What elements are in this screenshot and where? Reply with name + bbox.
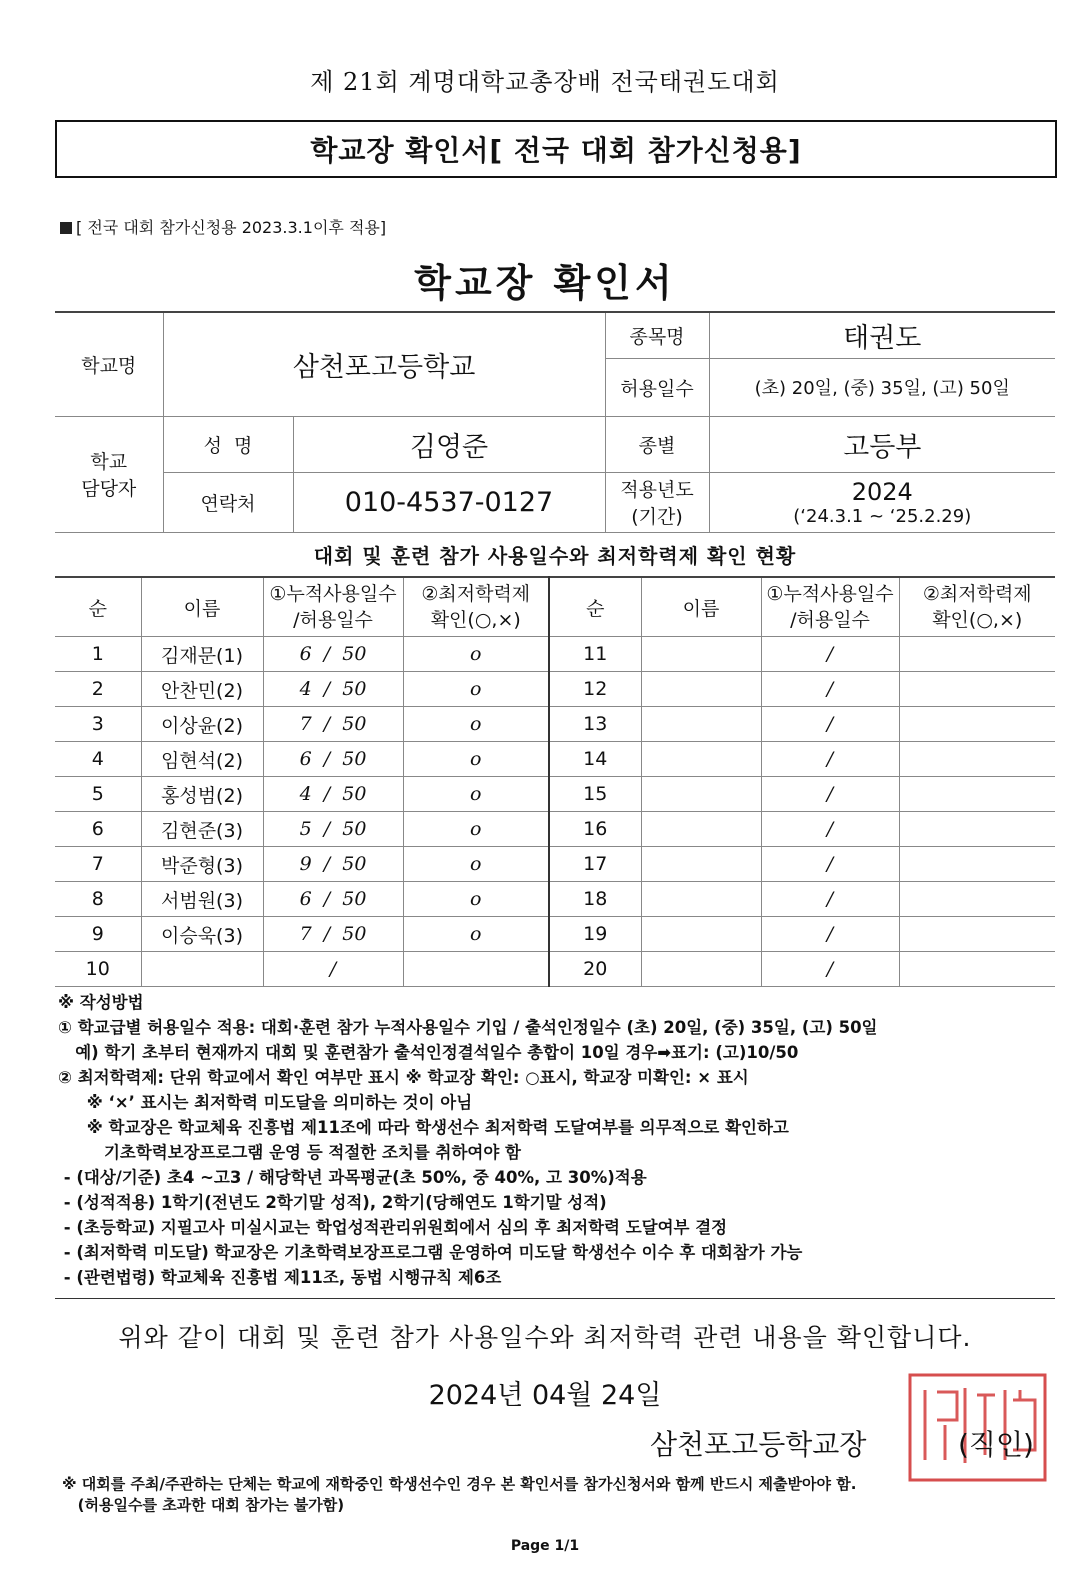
- header-days-left: [263, 577, 403, 637]
- table-row: [55, 637, 1055, 672]
- student-name: [641, 637, 761, 672]
- table-title: 대회 및 훈련 참가 사용일수와 최저학력제 확인 현황: [313, 544, 797, 568]
- header-check-line2: 확인(○,×): [430, 609, 521, 631]
- page-number: Page 1/1: [510, 1538, 580, 1554]
- method-line: - (성적적용) 1학기(전년도 2학기말 성적), 2학기(당해연도 1학기말 성적): [58, 1193, 607, 1212]
- footnote-line2: (허용일수를 초과한 대회 참가는 불가함): [62, 1496, 345, 1514]
- used-days: 6: [299, 643, 312, 665]
- student-name: [641, 742, 761, 777]
- check-mark: o: [403, 707, 549, 742]
- slash: /: [761, 672, 899, 707]
- footnote-line1: ※ 대회를 주최/주관하는 단체는 학교에 재학중인 학생선수인 경우 본 확인서를 참가신청서와 함께 반드시 제출받아야 함.: [62, 1475, 857, 1493]
- table-row: [55, 847, 1055, 882]
- period-value: (‘24.3.1 ~ ‘25.2.29): [793, 505, 972, 527]
- allowed-label: 허용일수: [605, 358, 709, 416]
- row-no: 8: [55, 882, 141, 917]
- check-mark: [899, 672, 1055, 707]
- student-name: 이승욱(3): [141, 917, 263, 952]
- header-days-line1: ①누적사용일수: [269, 583, 397, 605]
- slash: /: [323, 748, 331, 770]
- header-name-right: 이름: [641, 577, 761, 637]
- student-name: [641, 882, 761, 917]
- contact-label: 연락처: [163, 472, 293, 532]
- days-cell: [263, 952, 403, 987]
- header-days-line2: /허용일수: [790, 609, 870, 631]
- slash: /: [761, 882, 899, 917]
- header-check-line2: 확인(○,×): [932, 609, 1023, 631]
- slash: /: [761, 777, 899, 812]
- days-cell: [263, 742, 403, 777]
- method-line: ① 학교급별 허용일수 적용: 대회·훈련 참가 누적사용일수 기입 / 출석인정일수 (초) 20일, (중) 35일, (고) 50일: [58, 1018, 878, 1037]
- header-check-left: [403, 577, 549, 637]
- row-no: 7: [55, 847, 141, 882]
- days-cell: [263, 882, 403, 917]
- student-name: 박준형(3): [141, 847, 263, 882]
- check-mark: [899, 707, 1055, 742]
- method-line: - (초등학교) 지필고사 미실시교는 학업성적관리위원회에서 심의 후 최저학력 도달여부 결정: [58, 1218, 728, 1237]
- student-name: [641, 707, 761, 742]
- slash: /: [761, 917, 899, 952]
- days-cell: [263, 672, 403, 707]
- sport-value: 태권도: [709, 312, 1055, 358]
- header-check-line1: ②최저학력제: [922, 583, 1032, 605]
- student-name: 임현석(2): [141, 742, 263, 777]
- allowed-days: 50: [342, 783, 367, 805]
- footnote: [62, 1474, 1062, 1516]
- check-mark: [899, 742, 1055, 777]
- manager-label-line2: 담당자: [81, 478, 137, 500]
- student-name: [641, 952, 761, 987]
- student-name: [141, 952, 263, 987]
- check-mark: o: [403, 917, 549, 952]
- header-check-right: [899, 577, 1055, 637]
- seal-label: (직인): [958, 1428, 1034, 1461]
- competition-title: 제 21회 계명대학교총장배 전국태권도대회: [310, 68, 780, 96]
- check-mark: [899, 637, 1055, 672]
- check-mark: [899, 882, 1055, 917]
- days-cell: [263, 812, 403, 847]
- document-title: 학교장 확인서: [414, 261, 676, 305]
- check-mark: [899, 777, 1055, 812]
- slash: /: [761, 847, 899, 882]
- used-days: 7: [299, 713, 312, 735]
- used-days: 6: [299, 748, 312, 770]
- table-row: [55, 672, 1055, 707]
- header-name-left: 이름: [141, 577, 263, 637]
- table-row: [55, 707, 1055, 742]
- check-mark: [899, 917, 1055, 952]
- slash: /: [323, 853, 331, 875]
- allowed-days: 50: [342, 853, 367, 875]
- slash: /: [761, 952, 899, 987]
- check-mark: o: [403, 637, 549, 672]
- slash: /: [323, 643, 331, 665]
- used-days: 4: [299, 783, 312, 805]
- allowed-days: 50: [342, 923, 367, 945]
- row-no: 10: [55, 952, 141, 987]
- slash: /: [323, 923, 331, 945]
- division-label: 종별: [605, 416, 709, 472]
- manager-label: [55, 416, 163, 532]
- confirm-statement: 위와 같이 대회 및 훈련 참가 사용일수와 최저학력 관련 내용을 확인합니다.: [118, 1323, 972, 1352]
- used-days: 4: [299, 678, 312, 700]
- apply-note: [60, 215, 386, 238]
- header-check-line1: ②최저학력제: [421, 583, 531, 605]
- row-no: 12: [549, 672, 641, 707]
- usage-table: [55, 576, 1055, 987]
- method-line: ※ 학교장은 학교체육 진흥법 제11조에 따라 학생선수 최저학력 도달여부를 의무적으로 확인하고: [58, 1118, 789, 1137]
- principal-title: 삼천포고등학교장: [650, 1428, 867, 1461]
- row-no: 6: [55, 812, 141, 847]
- student-name: 김재문(1): [141, 637, 263, 672]
- used-days: 7: [299, 923, 312, 945]
- days-cell: [263, 847, 403, 882]
- check-mark: [899, 952, 1055, 987]
- row-no: 9: [55, 917, 141, 952]
- school-name: 삼천포고등학교: [163, 312, 605, 416]
- slash: /: [761, 637, 899, 672]
- row-no: 3: [55, 707, 141, 742]
- writing-method: [58, 990, 1058, 1290]
- check-mark: o: [403, 777, 549, 812]
- row-no: 19: [549, 917, 641, 952]
- slash: /: [323, 783, 331, 805]
- allowed-days: 50: [342, 678, 367, 700]
- used-days: 5: [299, 818, 312, 840]
- method-line: ※ ‘×’ 표시는 최저학력 미도달을 의미하는 것이 아님: [58, 1093, 473, 1112]
- apply-note-text: [ 전국 대회 참가신청용 2023.3.1이후 적용]: [76, 218, 387, 237]
- check-mark: o: [403, 672, 549, 707]
- check-mark: o: [403, 742, 549, 777]
- check-mark: [899, 847, 1055, 882]
- allowed-days: 50: [342, 713, 367, 735]
- header-days-right: [761, 577, 899, 637]
- check-mark: o: [403, 847, 549, 882]
- method-line: - (관련법령) 학교체육 진흥법 제11조, 동법 시행규칙 제6조: [58, 1268, 502, 1287]
- row-no: 2: [55, 672, 141, 707]
- student-name: [641, 672, 761, 707]
- table-header-row: [55, 577, 1055, 637]
- header-days-line2: /허용일수: [293, 609, 373, 631]
- school-label: 학교명: [55, 312, 163, 416]
- method-line: ② 최저학력제: 단위 학교에서 확인 여부만 표시 ※ 학교장 확인: ○표시, 학교장 미확인: × 표시: [58, 1068, 749, 1087]
- student-name: 서범원(3): [141, 882, 263, 917]
- table-row: [55, 952, 1055, 987]
- row-no: 18: [549, 882, 641, 917]
- days-cell: [263, 707, 403, 742]
- check-mark: o: [403, 882, 549, 917]
- manager-name: 김영준: [293, 416, 605, 472]
- slash: /: [761, 707, 899, 742]
- slash: /: [323, 713, 331, 735]
- student-name: [641, 777, 761, 812]
- student-name: 김현준(3): [141, 812, 263, 847]
- student-name: [641, 812, 761, 847]
- method-line: 예) 학기 초부터 현재까지 대회 및 훈련참가 출석인정결석일수 총합이 10일 경우➡표기: (고)10/50: [58, 1043, 799, 1062]
- table-row: [55, 812, 1055, 847]
- student-name: 이상윤(2): [141, 707, 263, 742]
- name-label: 성 명: [163, 416, 293, 472]
- table-row: [55, 777, 1055, 812]
- slash: /: [323, 678, 331, 700]
- row-no: 15: [549, 777, 641, 812]
- row-no: 20: [549, 952, 641, 987]
- year-label: [605, 472, 709, 532]
- row-no: 16: [549, 812, 641, 847]
- allowed-days: 50: [342, 643, 367, 665]
- sport-label: 종목명: [605, 312, 709, 358]
- table-row: [55, 917, 1055, 952]
- check-mark: [403, 952, 549, 987]
- days-cell: [263, 777, 403, 812]
- row-no: 14: [549, 742, 641, 777]
- row-no: 11: [549, 637, 641, 672]
- student-name: [641, 847, 761, 882]
- allowed-value: (초) 20일, (중) 35일, (고) 50일: [709, 358, 1055, 416]
- student-name: 안찬민(2): [141, 672, 263, 707]
- year-label-line2: (기간): [631, 506, 683, 528]
- row-no: 1: [55, 637, 141, 672]
- row-no: 17: [549, 847, 641, 882]
- method-line: 기초학력보장프로그램 운영 등 적절한 조치를 취하여야 함: [58, 1143, 521, 1162]
- year-cell: [709, 472, 1055, 532]
- days-cell: [263, 917, 403, 952]
- slash: /: [761, 742, 899, 777]
- row-no: 4: [55, 742, 141, 777]
- year-label-line1: 적용년도: [620, 479, 694, 501]
- row-no: 5: [55, 777, 141, 812]
- manager-label-line1: 학교: [90, 451, 128, 473]
- allowed-days: 50: [342, 888, 367, 910]
- issue-date: 2024년 04월 24일: [428, 1380, 662, 1411]
- division-value: 고등부: [709, 416, 1055, 472]
- check-mark: o: [403, 812, 549, 847]
- method-line: ※ 작성방법: [58, 993, 144, 1012]
- slash: /: [761, 812, 899, 847]
- slash: /: [323, 818, 331, 840]
- header-no-left: 순: [55, 577, 141, 637]
- method-line: - (대상/기준) 초4 ~고3 / 해당학년 과목평균(초 50%, 중 40%, 고 30%)적용: [58, 1168, 647, 1187]
- table-row: [55, 742, 1055, 777]
- used-days: 6: [299, 888, 312, 910]
- student-name: 홍성범(2): [141, 777, 263, 812]
- allowed-days: 50: [342, 748, 367, 770]
- days-cell: [263, 637, 403, 672]
- row-no: 13: [549, 707, 641, 742]
- slash: /: [323, 888, 331, 910]
- info-table: [55, 311, 1055, 533]
- slash: /: [329, 958, 337, 980]
- used-days: 9: [299, 853, 312, 875]
- check-mark: [899, 812, 1055, 847]
- table-row: [55, 882, 1055, 917]
- allowed-days: 50: [342, 818, 367, 840]
- header-days-line1: ①누적사용일수: [766, 583, 894, 605]
- student-name: [641, 917, 761, 952]
- header-no-right: 순: [549, 577, 641, 637]
- contact-value: 010-4537-0127: [293, 472, 605, 532]
- year-value: 2024: [851, 477, 913, 506]
- divider: [55, 1298, 1055, 1299]
- banner-title: 학교장 확인서[ 전국 대회 참가신청용]: [55, 120, 1057, 178]
- method-line: - (최저학력 미도달) 학교장은 기초학력보장프로그램 운영하여 미도달 학생선수 이수 후 대회참가 가능: [58, 1243, 803, 1262]
- square-bullet-icon: [60, 222, 72, 234]
